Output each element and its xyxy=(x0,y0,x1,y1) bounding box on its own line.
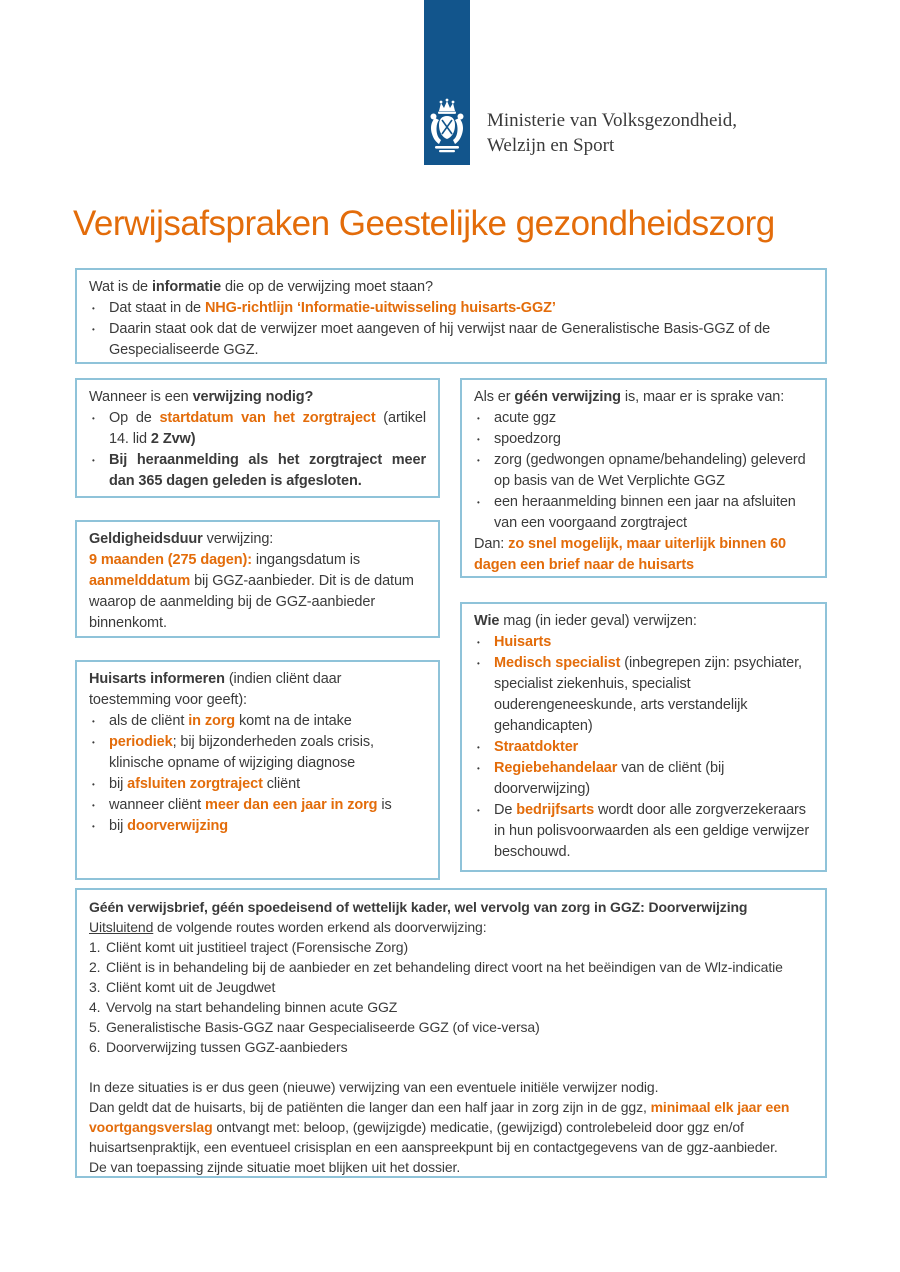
list-item: • bij afsluiten zorgtraject cliënt xyxy=(89,774,426,795)
list-item: • Huisarts xyxy=(474,632,813,653)
numbered-item: 4. Vervolg na start behandeling binnen acute GGZ xyxy=(89,999,398,1015)
bullet-icon: • xyxy=(92,414,95,423)
list-item: • Medisch specialist (inbegrepen zijn: psychiater, specialist ziekenhuis, specialist ouderengeneeskunde, arts verstandelijk gehandicapten) xyxy=(474,653,813,737)
wanneer-box-heading: Wanneer is een verwijzing nodig? xyxy=(89,389,314,405)
ministry-name-line1: Ministerie van Volksgezondheid, xyxy=(487,110,737,131)
bullet-icon: • xyxy=(92,780,95,789)
door-box-heading: Géén verwijsbrief, géén spoedeisend of wettelijk kader, wel vervolg van zorg in GGZ: Doorverwijzing xyxy=(89,899,748,915)
list-item: • bij doorverwijzing xyxy=(89,816,426,837)
huisarts-informeren-box xyxy=(75,660,440,880)
numbered-item: 2. Cliënt is in behandeling bij de aanbieder en zet behandeling direct voort na het beëindigen van de Wlz-indicatie xyxy=(89,959,783,975)
bullet-icon: • xyxy=(477,456,480,465)
bullet-icon: • xyxy=(477,414,480,423)
ministry-name-line2: Welzijn en Sport xyxy=(487,135,615,157)
bullet-icon: • xyxy=(92,325,95,334)
bullet-icon: • xyxy=(92,456,95,465)
list-item: • Bij heraanmelding als het zorgtraject meer dan 365 dagen geleden is afgesloten. xyxy=(89,450,426,492)
item-number: 2. xyxy=(89,959,101,975)
list-item: • periodiek; bij bijzonderheden zoals crisis, klinische opname of wijziging diagnose xyxy=(89,732,426,774)
ministry-name xyxy=(487,108,737,158)
bullet-icon: • xyxy=(477,435,480,444)
page-title: Verwijsafspraken Geestelijke gezondheidszorg xyxy=(73,204,775,243)
list-item: • Regiebehandelaar van de cliënt (bij doorverwijzing) xyxy=(474,758,813,800)
huisarts-box-heading: Huisarts informeren (indien cliënt daar toestemming voor geeft): xyxy=(89,671,342,708)
bullet-icon: • xyxy=(477,806,480,815)
numbered-item: 5. Generalistische Basis-GGZ naar Gespecialiseerde GGZ (of vice-versa) xyxy=(89,1019,540,1035)
bullet-icon: • xyxy=(92,822,95,831)
paragraph: In deze situaties is er dus geen (nieuwe) verwijzing van een eventuele initiële verwijzer nodig. xyxy=(89,1079,659,1095)
paragraph: Dan geldt dat de huisarts, bij de patiënten die langer dan een half jaar in zorg zijn in de ggz, minimaal elk jaar een voortgangsverslag ontvangt met: beloop, (gewijzigde) medicatie, (gewijzigd) controlebeleid door ggz en/of huisartsenpraktijk, een eventueel crisisplan en een aanspreekpunt bij en contactgegevens van de ggz-aanbieder. xyxy=(89,1099,790,1155)
list-item: • zorg (gedwongen opname/behandeling) geleverd op basis van de Wet Verplichte GGZ xyxy=(474,450,813,492)
info-box xyxy=(75,268,827,364)
door-box-paragraphs xyxy=(89,1077,813,1177)
coat-of-arms-icon xyxy=(427,98,467,160)
list-item: • als de cliënt in zorg komt na de intake xyxy=(89,711,426,732)
geen-verwijzing-box xyxy=(460,378,827,578)
geldigheid-heading: Geldigheidsduur verwijzing: xyxy=(89,531,274,547)
list-item: • De bedrijfsarts wordt door alle zorgverzekeraars in hun polisvoorwaarden als een geldige verwijzer beschouwd. xyxy=(474,800,813,863)
bullet-icon: • xyxy=(92,801,95,810)
numbered-item: 1. Cliënt komt uit justitieel traject (Forensische Zorg) xyxy=(89,939,409,955)
bullet-icon: • xyxy=(477,764,480,773)
list-item: • spoedzorg xyxy=(474,429,813,450)
list-item: • wanneer cliënt meer dan een jaar in zorg is xyxy=(89,795,426,816)
item-number: 3. xyxy=(89,979,101,995)
bullet-icon: • xyxy=(477,498,480,507)
geen-box-footer: Dan: zo snel mogelijk, maar uiterlijk binnen 60 dagen een brief naar de huisarts xyxy=(474,536,787,573)
nhg-richtlijn-link[interactable]: • Dat staat in de NHG-richtlijn ‘Informatie-uitwisseling huisarts-GGZ’ xyxy=(89,298,813,319)
bullet-icon: • xyxy=(477,638,480,647)
bullet-icon: • xyxy=(92,738,95,747)
wie-box-heading: Wie mag (in ieder geval) verwijzen: xyxy=(474,613,697,629)
wie-box xyxy=(460,602,827,872)
rijksoverheid-logo-bar xyxy=(424,0,470,165)
bullet-icon: • xyxy=(477,743,480,752)
list-item: • acute ggz xyxy=(474,408,813,429)
paragraph: De van toepassing zijnde situatie moet blijken uit het dossier. xyxy=(89,1159,461,1175)
bullet-icon: • xyxy=(477,659,480,668)
geldigheidsduur-box xyxy=(75,520,440,638)
numbered-item: 6. Doorverwijzing tussen GGZ-aanbieders xyxy=(89,1039,348,1055)
numbered-item: 3. Cliënt komt uit de Jeugdwet xyxy=(89,979,276,995)
geldigheid-body: 9 maanden (275 dagen): ingangsdatum is aanmelddatum bij GGZ-aanbieder. Dit is de datum waarop de aanmelding bij de GGZ-aanbieder binnenkomt. xyxy=(89,552,414,631)
item-number: 6. xyxy=(89,1039,101,1055)
item-number: 1. xyxy=(89,939,101,955)
bullet-icon: • xyxy=(92,304,95,313)
item-number: 4. xyxy=(89,999,101,1015)
wanneer-box xyxy=(75,378,440,498)
list-item: • een heraanmelding binnen een jaar na afsluiten van een voorgaand zorgtraject xyxy=(474,492,813,534)
bullet-icon: • xyxy=(92,717,95,726)
list-item: • Daarin staat ook dat de verwijzer moet aangeven of hij verwijst naar de Generalistische Basis-GGZ of de Gespecialiseerde GGZ. xyxy=(89,319,813,361)
geen-box-heading: Als er géén verwijzing is, maar er is sprake van: xyxy=(474,389,785,405)
list-item: • Straatdokter xyxy=(474,737,813,758)
item-number: 5. xyxy=(89,1019,101,1035)
door-box-intro: Uitsluitend de volgende routes worden erkend als doorverwijzing: xyxy=(89,919,487,935)
list-item: • Op de startdatum van het zorgtraject (artikel 14. lid 2 Zvw) xyxy=(89,408,426,450)
doorverwijzing-box xyxy=(75,888,827,1178)
info-box-heading: Wat is de informatie die op de verwijzing moet staan? xyxy=(89,279,433,295)
